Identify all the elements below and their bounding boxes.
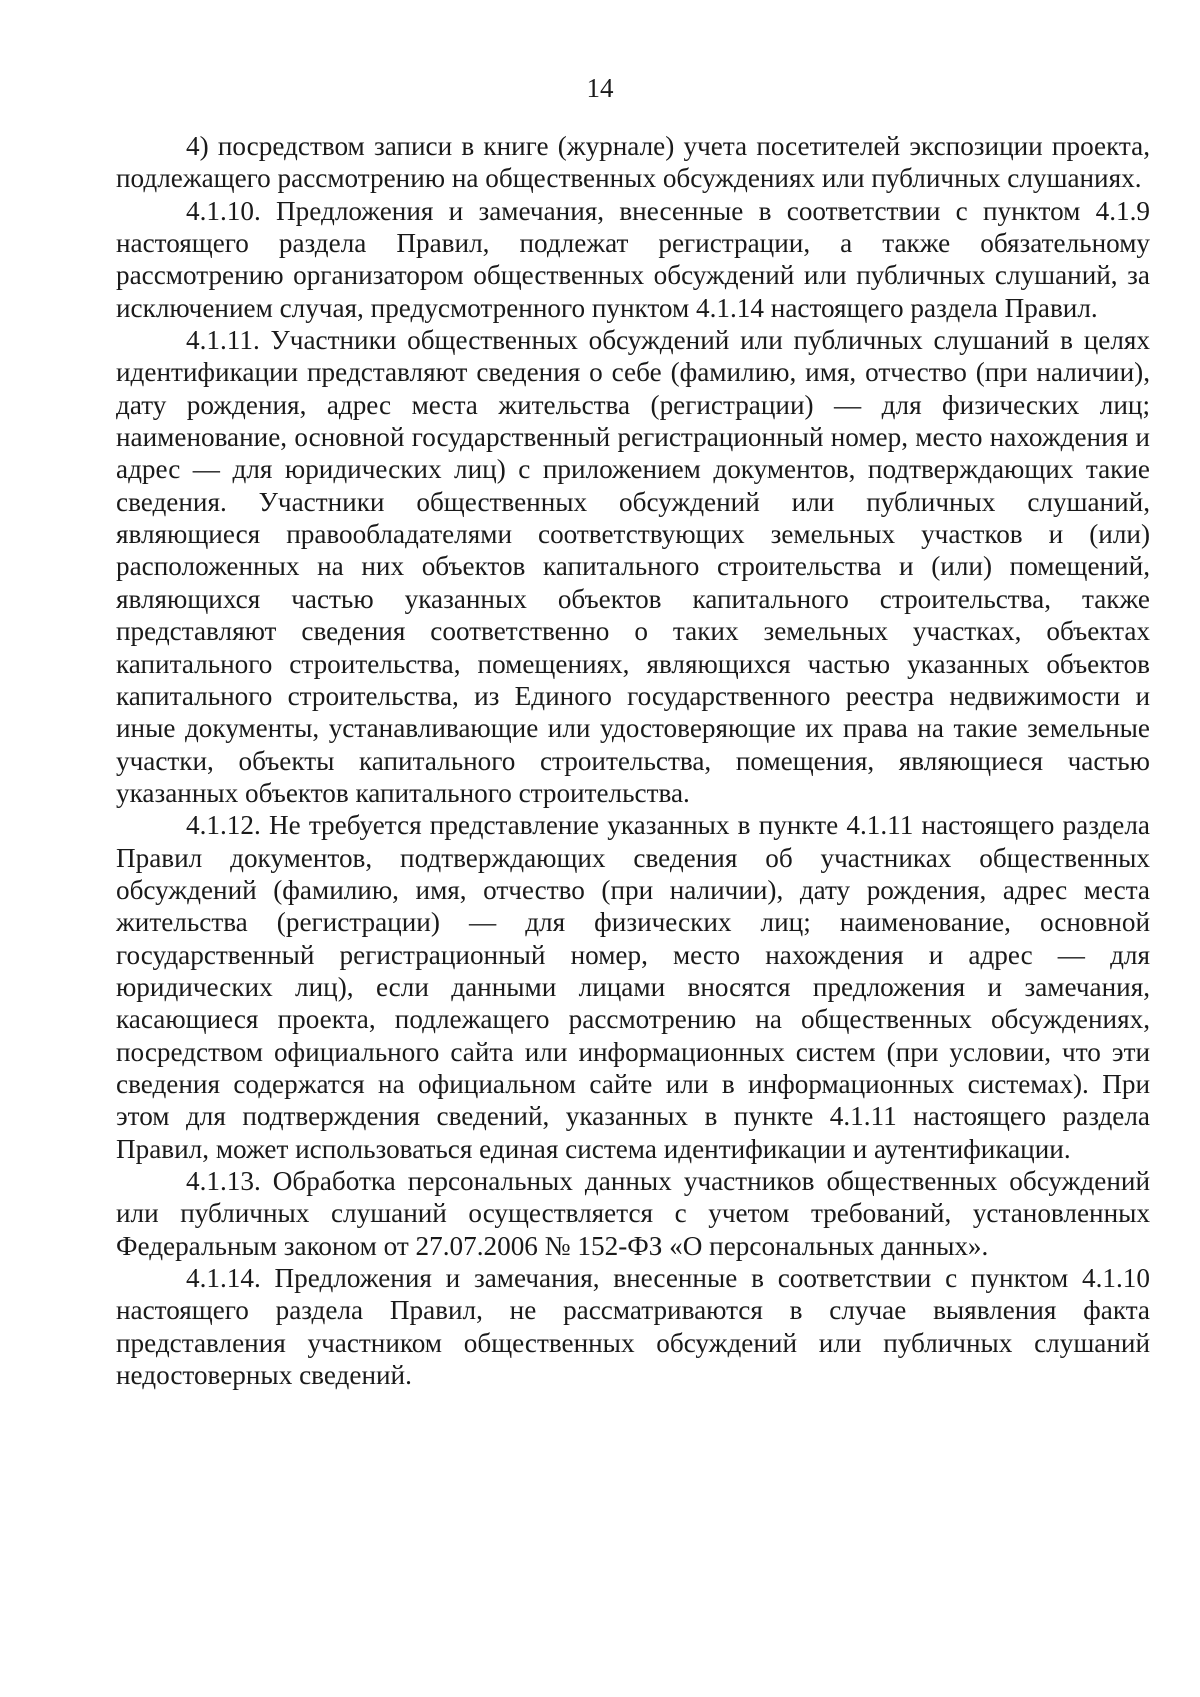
paragraph-4-1-10: 4.1.10. Предложения и замечания, внесенные в соответствии с пунктом 4.1.9 настоящего раздела Правил, подлежат регистрации, а также обязательному рассмотрению организатором общественных обсуждений или публичных слушаний, за исключением случая, предусмотренного пунктом 4.1.14 настоящего раздела Правил. [116, 195, 1150, 323]
paragraph-item-4: 4) посредством записи в книге (журнале) учета посетителей экспозиции проекта, подлежащего рассмотрению на общественных обсуждениях или публичных слушаниях. [116, 131, 1150, 194]
paragraph-4-1-14: 4.1.14. Предложения и замечания, внесенные в соответствии с пунктом 4.1.10 настоящего раздела Правил, не рассматриваются в случае выявления факта представления участником общественных обсуждений или публичных слушаний недостоверных сведений. [116, 1263, 1150, 1391]
paragraph-4-1-12: 4.1.12. Не требуется представление указанных в пункте 4.1.11 настоящего раздела Правил документов, подтверждающих сведения об участниках общественных обсуждений (фамилию, имя, отчество (при наличии), дату рождения, адрес места жительства (регистрации) — для физических лиц; наименование, основной государственный регистрационный номер, место нахождения и адрес — для юридических лиц), если данными лицами вносятся предложения и замечания, касающиеся проекта, подлежащего рассмотрению на общественных обсуждениях, посредством официального сайта или информационных систем (при условии, что эти сведения содержатся на официальном сайте или в информационных системах). При этом для подтверждения сведений, указанных в пункте 4.1.11 настоящего раздела Правил, может использоваться единая система идентификации и аутентификации. [116, 810, 1150, 1164]
page-number: 14 [586, 73, 614, 103]
paragraph-4-1-11: 4.1.11. Участники общественных обсуждений или публичных слушаний в целях идентификации представляют сведения о себе (фамилию, имя, отчество (при наличии), дату рождения, адрес места жительства (регистрации) — для физических лиц; наименование, основной государственный регистрационный номер, место нахождения и адрес — для юридических лиц) с приложением документов, подтверждающих такие сведения. Участники общественных обсуждений или публичных слушаний, являющиеся правообладателями соответствующих земельных участков и (или) расположенных на них объектов капитального строительства и (или) помещений, являющихся частью указанных объектов капитального строительства, также представляют сведения соответственно о таких земельных участках, объектах капитального строительства, помещениях, являющихся частью указанных объектов капитального строительства, из Единого государственного реестра недвижимости и иные документы, устанавливающие или удостоверяющие их права на такие земельные участки, объекты капитального строительства, помещения, являющиеся частью указанных объектов капитального строительства. [116, 325, 1150, 808]
document-body [116, 130, 1150, 1391]
paragraph-4-1-13: 4.1.13. Обработка персональных данных участников общественных обсуждений или публичных слушаний осуществляется с учетом требований, установленных Федеральным законом от 27.07.2006 № 152-ФЗ «О персональных данных». [116, 1166, 1150, 1261]
